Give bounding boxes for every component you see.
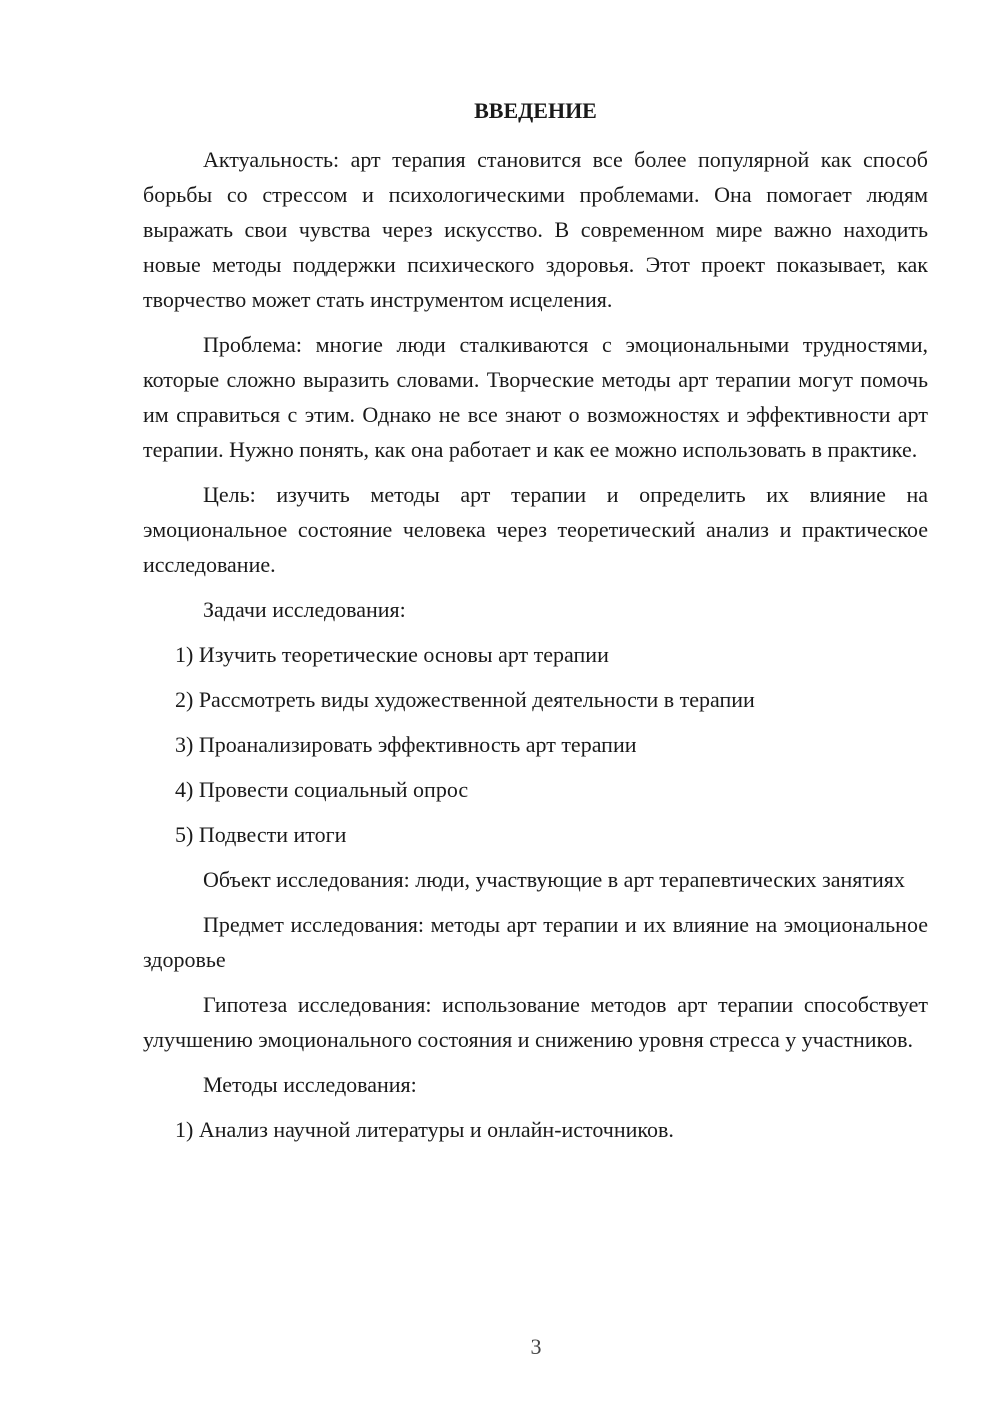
relevance-paragraph: Актуальность: арт терапия становится все более популярной как способ борьбы со стрессом и психологическими проблемами. Она помогает людям выражать свои чувства через искусство. В современном мире важно находить новые методы поддержки психического здоровья. Этот проект показывает, как творчество может стать инструментом исцеления. — [143, 147, 928, 312]
section-title: ВВЕДЕНИЕ — [474, 98, 597, 123]
task-item: 1) Изучить теоретические основы арт терапии — [175, 642, 609, 667]
object-paragraph: Объект исследования: люди, участвующие в арт терапевтических занятиях — [203, 867, 905, 892]
task-item: 5) Подвести итоги — [175, 822, 347, 847]
task-item: 4) Провести социальный опрос — [175, 777, 469, 802]
method-item: 1) Анализ научной литературы и онлайн-источников. — [175, 1117, 674, 1142]
page-number: 3 — [530, 1334, 542, 1359]
problem-paragraph: Проблема: многие люди сталкиваются с эмоциональными трудностями, которые сложно выразить словами. Творческие методы арт терапии могут помочь им справиться с этим. Однако не все знают о возможностях и эффективности арт терапии. Нужно понять, как она работает и как ее можно использовать в практике. — [143, 332, 928, 462]
methods-heading: Методы исследования: — [203, 1072, 417, 1097]
task-item: 2) Рассмотреть виды художественной деятельности в терапии — [175, 687, 755, 712]
tasks-heading: Задачи исследования: — [203, 597, 406, 622]
task-item: 3) Проанализировать эффективность арт терапии — [175, 732, 637, 757]
hypothesis-paragraph: Гипотеза исследования: использование методов арт терапии способствует улучшению эмоционального состояния и снижению уровня стресса у участников. — [143, 992, 928, 1052]
page-content — [143, 93, 928, 1157]
subject-paragraph: Предмет исследования: методы арт терапии и их влияние на эмоциональное здоровье — [143, 912, 928, 972]
goal-paragraph: Цель: изучить методы арт терапии и определить их влияние на эмоциональное состояние человека через теоретический анализ и практическое исследование. — [143, 482, 928, 577]
